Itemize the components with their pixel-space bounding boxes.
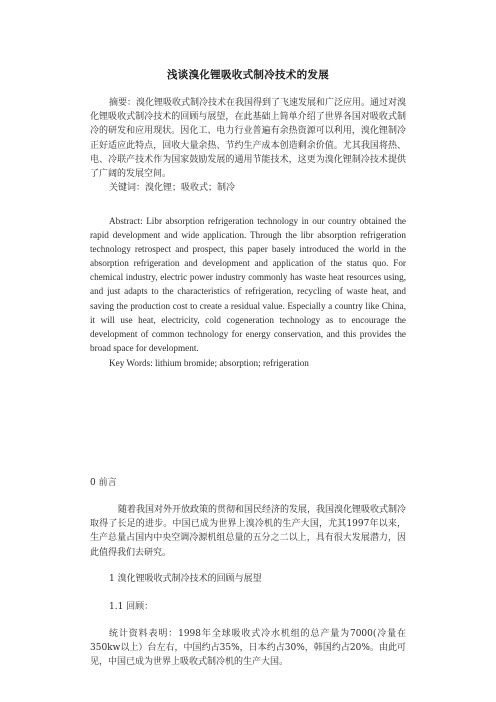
abstract-english: Abstract: Libr absorption refrigeration technology in our country obtained the rapid development and wide application. Through the libr absorption refrigeration technology retrospect and prospect, this paper basely introduced the world in the absorption refrigeration and development and application of the status quo. For chemical industry, electric power industry commonly has waste heat resources using, and just adapts to the characteristics of refrigeration, recycling of waste heat, and saving the production cost to create a residual value. Especially a country like China, it will use heat, electricity, cold cogeneration technology as to encourage the development of common technology for energy conservation, and this provides the broad space for development. [90,216,406,353]
section-1-heading: 1 溴化锂吸收式制冷技术的回顾与展望 [109,574,262,584]
section-0-heading: 0 前言 [90,478,117,488]
abstract-chinese: 摘要：溴化锂吸收式制冷技术在我国得到了飞速发展和广泛应用。通过对溴化锂吸收式制冷技术的回顾与展望，在此基础上简单介绍了世界各国对吸收式制冷的研发和应用现状。因化工、电力行业普遍有余热资源可以利用，溴化锂制冷正好适应此特点，回收大量余热、节约生产成本创造剩余价值。尤其我国将热、电、冷联产技术作为国家鼓励发展的通用节能技术，这更为溴化锂制冷技术提供了广阔的发展空间。 [90,98,407,180]
section-1-1-heading: 1.1 回顾： [109,602,154,612]
keywords-english: Key Words: lithium bromide; absorption; refrigeration [109,358,309,368]
section-1-1-body: 统计资料表明：1998年全球吸收式冷水机组的总产量为7000(冷量在350kw以上）台左右，中国约占35%，日本约占30%，韩国约占20%。由此可见，中国已成为世界上吸收式制冷机的生产大国。 [90,629,406,668]
keywords-chinese: 关键词：溴化锂；吸收式；制冷 [109,183,236,193]
section-0-body: 随着我国对外开放政策的贯彻和国民经济的发展，我国溴化锂吸收式制冷取得了长足的进步。中国已成为世界上溴冷机的生产大国，尤其1997年以来，生产总量占国内中央空调冷源机组总量的五分之二以上，具有很大发展潜力，因此值得我们去研究。 [90,505,407,558]
document-title: 浅谈溴化锂吸收式制冷技术的发展 [167,69,329,81]
